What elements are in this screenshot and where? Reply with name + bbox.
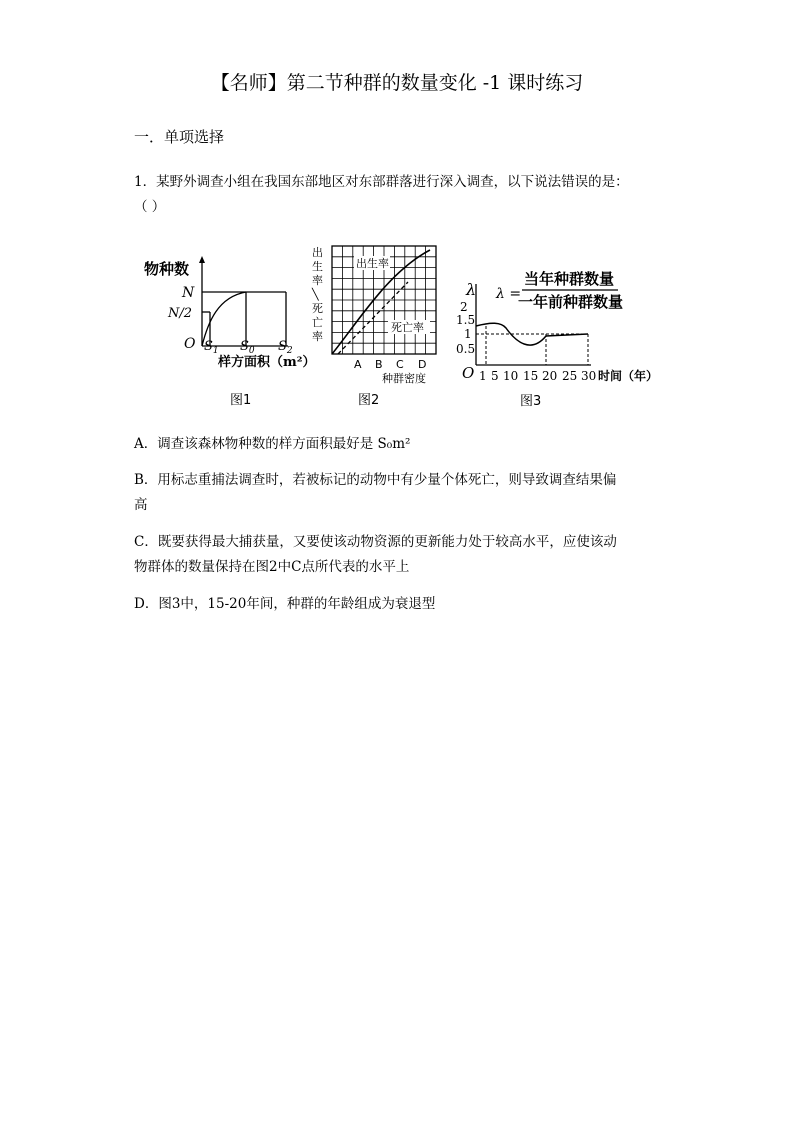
fig1-ytick-half: N/2 bbox=[168, 306, 193, 321]
fig3-xlabel: 时间（年） bbox=[598, 369, 659, 383]
fig2-xtick-d: D bbox=[418, 358, 427, 371]
fig3-formula-lambda: λ = bbox=[496, 286, 522, 302]
option-b-line2: 高 bbox=[134, 497, 148, 513]
fig3-xtick-5: 5 bbox=[491, 369, 499, 383]
fig3-origin: O bbox=[462, 364, 475, 382]
option-a: A．调查该森林物种数的样方面积最好是 S₀m² bbox=[134, 436, 411, 452]
fig2-death-label: 死亡率 bbox=[391, 321, 424, 334]
fig1-species-curve bbox=[202, 292, 246, 346]
fig2-ylabel bbox=[311, 245, 323, 343]
fig2-ylabel-char: ╲ bbox=[312, 288, 319, 301]
figure-1-graph bbox=[138, 252, 316, 412]
fig2-xtick-b: B bbox=[375, 358, 383, 371]
fig1-y-arrow bbox=[199, 256, 205, 263]
option-c-line2: 物群体的数量保持在图2中C点所代表的水平上 bbox=[134, 559, 410, 575]
fig3-xtick-15: 15 bbox=[523, 369, 539, 383]
fig2-ylabel-char: 率 bbox=[312, 330, 323, 343]
answer-bracket: （ ） bbox=[134, 199, 166, 215]
fig2-xtick-a: A bbox=[354, 358, 362, 371]
fig3-xtick-10: 10 bbox=[503, 369, 519, 383]
fig3-ylabel: λ bbox=[466, 280, 477, 299]
fig3-caption: 图3 bbox=[520, 394, 542, 409]
fig2-ylabel-char: 死 bbox=[312, 302, 323, 315]
fig2-ylabel-char: 亡 bbox=[312, 316, 323, 329]
figure-1 bbox=[138, 252, 316, 416]
page-title: 【名师】第二节种群的数量变化 -1 课时练习 bbox=[210, 72, 584, 94]
fig1-xlabel: 样方面积（m²） bbox=[218, 355, 316, 370]
fig3-xtick-20: 20 bbox=[542, 369, 558, 383]
fig3-formula-denominator: 一年前种群数量 bbox=[518, 293, 624, 311]
option-b-line1: B．用标志重捕法调查时，若被标记的动物中有少量个体死亡，则导致调查结果偏 bbox=[134, 472, 617, 488]
option-c bbox=[134, 530, 674, 580]
figure-3 bbox=[456, 262, 659, 416]
option-d: D．图3中，15-20年间，种群的年龄组成为衰退型 bbox=[134, 596, 436, 612]
figure-2-graph bbox=[308, 242, 448, 412]
fig3-xtick-25: 25 bbox=[562, 369, 578, 383]
fig1-xtick-s1: $S_1$ bbox=[204, 339, 219, 356]
fig2-xlabel: 种群密度 bbox=[382, 372, 426, 385]
fig3-ytick-1: 1 bbox=[464, 327, 472, 341]
fig2-ylabel-char: 出 bbox=[312, 246, 323, 259]
question-stem bbox=[134, 170, 674, 220]
option-c-line1: C．既要获得最大捕获量，又要使该动物资源的更新能力处于较高水平，应使该动 bbox=[134, 534, 617, 550]
fig1-ylabel: 物种数 bbox=[144, 260, 190, 278]
fig2-ylabel-char: 生 bbox=[312, 260, 323, 273]
figure-3-graph bbox=[456, 262, 659, 412]
fig2-ylabel-char: 率 bbox=[312, 274, 323, 287]
fig1-xtick-s0: $S_0$ bbox=[240, 339, 255, 356]
fig3-xtick-1: 1 bbox=[479, 369, 487, 383]
section-heading: 一．单项选择 bbox=[134, 128, 225, 146]
fig2-birth-label: 出生率 bbox=[356, 257, 389, 270]
fig3-xtick-30: 30 bbox=[581, 369, 597, 383]
fig2-caption: 图2 bbox=[358, 393, 380, 408]
fig3-ytick-1-5: 1.5 bbox=[456, 313, 476, 327]
fig1-origin: O bbox=[184, 336, 196, 352]
fig3-ytick-2: 2 bbox=[460, 300, 468, 314]
fig1-ytick-n: N bbox=[182, 285, 195, 301]
question-stem-line: 1．某野外调查小组在我国东部地区对东部群落进行深入调查，以下说法错误的是： bbox=[134, 174, 629, 190]
fig2-xtick-c: C bbox=[396, 358, 404, 371]
figure-2 bbox=[308, 242, 448, 416]
fig3-formula-numerator: 当年种群数量 bbox=[524, 270, 615, 288]
fig1-xtick-s2: $S_2$ bbox=[278, 339, 293, 356]
fig3-ytick-0-5: 0.5 bbox=[456, 342, 476, 356]
fig1-caption: 图1 bbox=[230, 393, 252, 408]
option-b bbox=[134, 468, 674, 518]
